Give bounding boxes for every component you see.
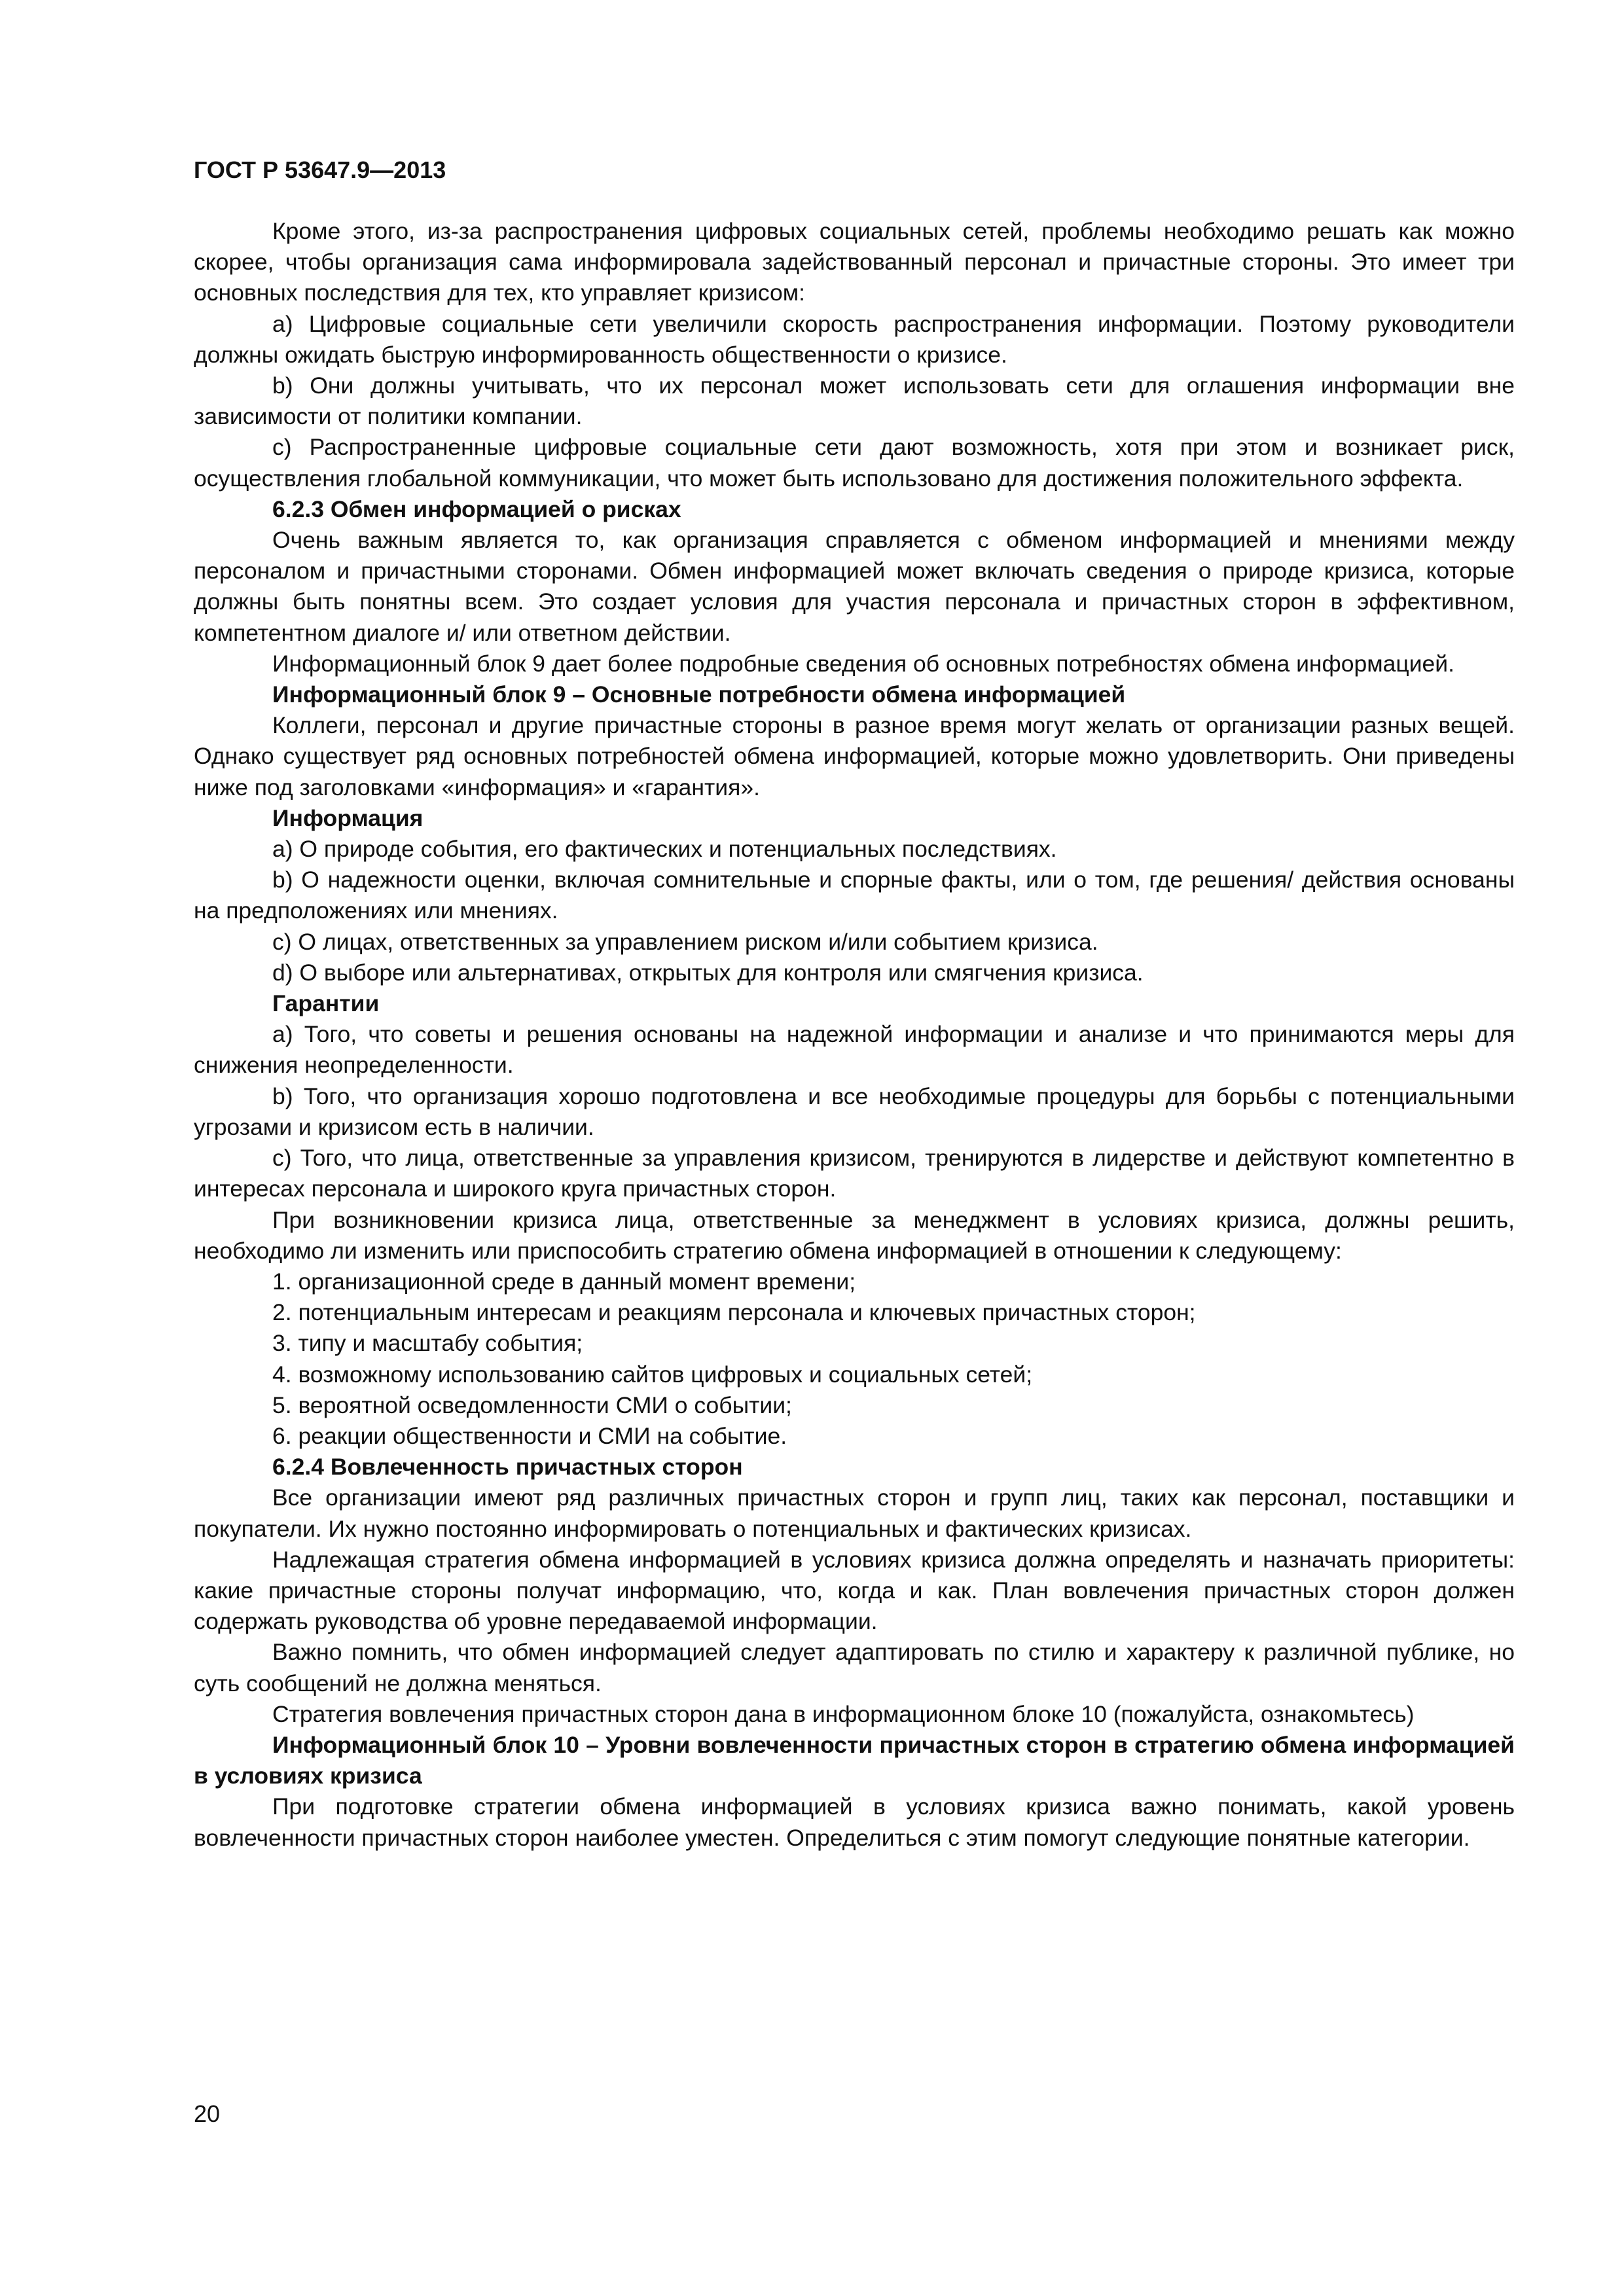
paragraph: Все организации имеют ряд различных причастных сторон и групп лиц, таких как персонал, поставщики и покупатели. Их нужно постоянно информировать о потенциальных и фактических кризисах. — [194, 1484, 1515, 1542]
list-item: 6. реакции общественности и СМИ на событие. — [272, 1422, 787, 1449]
list-item: c) Распространенные цифровые социальные сети дают возможность, хотя при этом и возникает риск, осуществления глобальной коммуникации, что может быть использовано для достижения положительного эффекта. — [194, 434, 1515, 492]
paragraph: При возникновении кризиса лица, ответственные за менеджмент в условиях кризиса, должны решить, необходимо ли изменить или приспособить стратегию обмена информацией в отношении к следующему: — [194, 1206, 1515, 1264]
list-item: c) Того, что лица, ответственные за управления кризисом, тренируются в лидерстве и действуют компетентно в интересах персонала и широкого круга причастных сторон. — [194, 1145, 1515, 1202]
paragraph: Стратегия вовлечения причастных сторон дана в информационном блоке 10 (пожалуйста, ознакомьтесь) — [272, 1700, 1415, 1727]
section-heading: 6.2.3 Обмен информацией о рисках — [272, 495, 681, 522]
info-block-heading: Информационный блок 10 – Уровни вовлеченности причастных сторон в стратегию обмена информацией в условиях кризиса — [194, 1731, 1515, 1789]
paragraph: Кроме этого, из-за распространения цифровых социальных сетей, проблемы необходимо решать как можно скорее, чтобы организация сама информировала задействованный персонал и причастные стороны. Это имеет три основных последствия для тех, кто управляет кризисом: — [194, 218, 1515, 306]
paragraph: Очень важным является то, как организация справляется с обменом информацией и мнениями между персоналом и причастными сторонами. Обмен информацией может включать сведения о природе кризиса, которые должны быть понятны всем. Это создает условия для участия персонала и причастных сторон в эффективном, компетентном диалоге и/ или ответном действии. — [194, 527, 1515, 646]
page-number: 20 — [194, 2100, 221, 2127]
paragraph: При подготовке стратегии обмена информацией в условиях кризиса важно понимать, какой уровень вовлеченности причастных сторон наиболее уместен. Определиться с этим помогут следующие понятные категории. — [194, 1793, 1515, 1851]
list-item: 1. организационной среде в данный момент времени; — [272, 1268, 856, 1295]
list-item: a) Цифровые социальные сети увеличили скорость распространения информации. Поэтому руководители должны ожидать быструю информированность общественности о кризисе. — [194, 310, 1515, 368]
list-item: b) О надежности оценки, включая сомнительные и спорные факты, или о том, где решения/ действия основаны на предположениях или мнениях. — [194, 867, 1515, 924]
list-item: d) О выборе или альтернативах, открытых для контроля или смягчения кризиса. — [272, 959, 1144, 986]
list-item: a) О природе события, его фактических и потенциальных последствиях. — [272, 836, 1057, 863]
list-item: b) Того, что организация хорошо подготовлена и все необходимые процедуры для борьбы с потенциальными угрозами и кризисом есть в наличии. — [194, 1083, 1515, 1140]
document-body — [194, 216, 1515, 1854]
paragraph: Важно помнить, что обмен информацией следует адаптировать по стилю и характеру к различной публике, но суть сообщений не должна меняться. — [194, 1639, 1515, 1696]
list-item: b) Они должны учитывать, что их персонал может использовать сети для оглашения информации вне зависимости от политики компании. — [194, 372, 1515, 430]
subheading: Информация — [272, 804, 424, 831]
paragraph: Надлежащая стратегия обмена информацией в условиях кризиса должна определять и назначать приоритеты: какие причастные стороны получат информацию, что, когда и как. План вовлечения причастных сторон должен содержать руководства об уровне передаваемой информации. — [194, 1546, 1515, 1635]
list-item: 5. вероятной осведомленности СМИ о событии; — [272, 1391, 792, 1418]
list-item: 2. потенциальным интересам и реакциям персонала и ключевых причастных сторон; — [272, 1299, 1196, 1326]
subheading: Гарантии — [272, 990, 380, 1017]
section-heading: 6.2.4 Вовлеченность причастных сторон — [272, 1454, 743, 1480]
paragraph: Информационный блок 9 дает более подробные сведения об основных потребностях обмена информацией. — [272, 650, 1454, 677]
info-block-heading: Информационный блок 9 – Основные потребности обмена информацией — [272, 681, 1126, 708]
document-header: ГОСТ Р 53647.9—2013 — [194, 156, 446, 183]
paragraph: Коллеги, персонал и другие причастные стороны в разное время могут желать от организации разных вещей. Однако существует ряд основных потребностей обмена информацией, которые можно удовлетворить. Они приведены ниже под заголовками «информация» и «гарантия». — [194, 712, 1515, 800]
list-item: 3. типу и масштабу события; — [272, 1330, 583, 1357]
list-item: c) О лицах, ответственных за управлением риском и/или событием кризиса. — [272, 928, 1098, 955]
list-item: 4. возможному использованию сайтов цифровых и социальных сетей; — [272, 1361, 1033, 1388]
list-item: a) Того, что советы и решения основаны на надежной информации и анализе и что принимаются меры для снижения неопределенности. — [194, 1021, 1515, 1079]
